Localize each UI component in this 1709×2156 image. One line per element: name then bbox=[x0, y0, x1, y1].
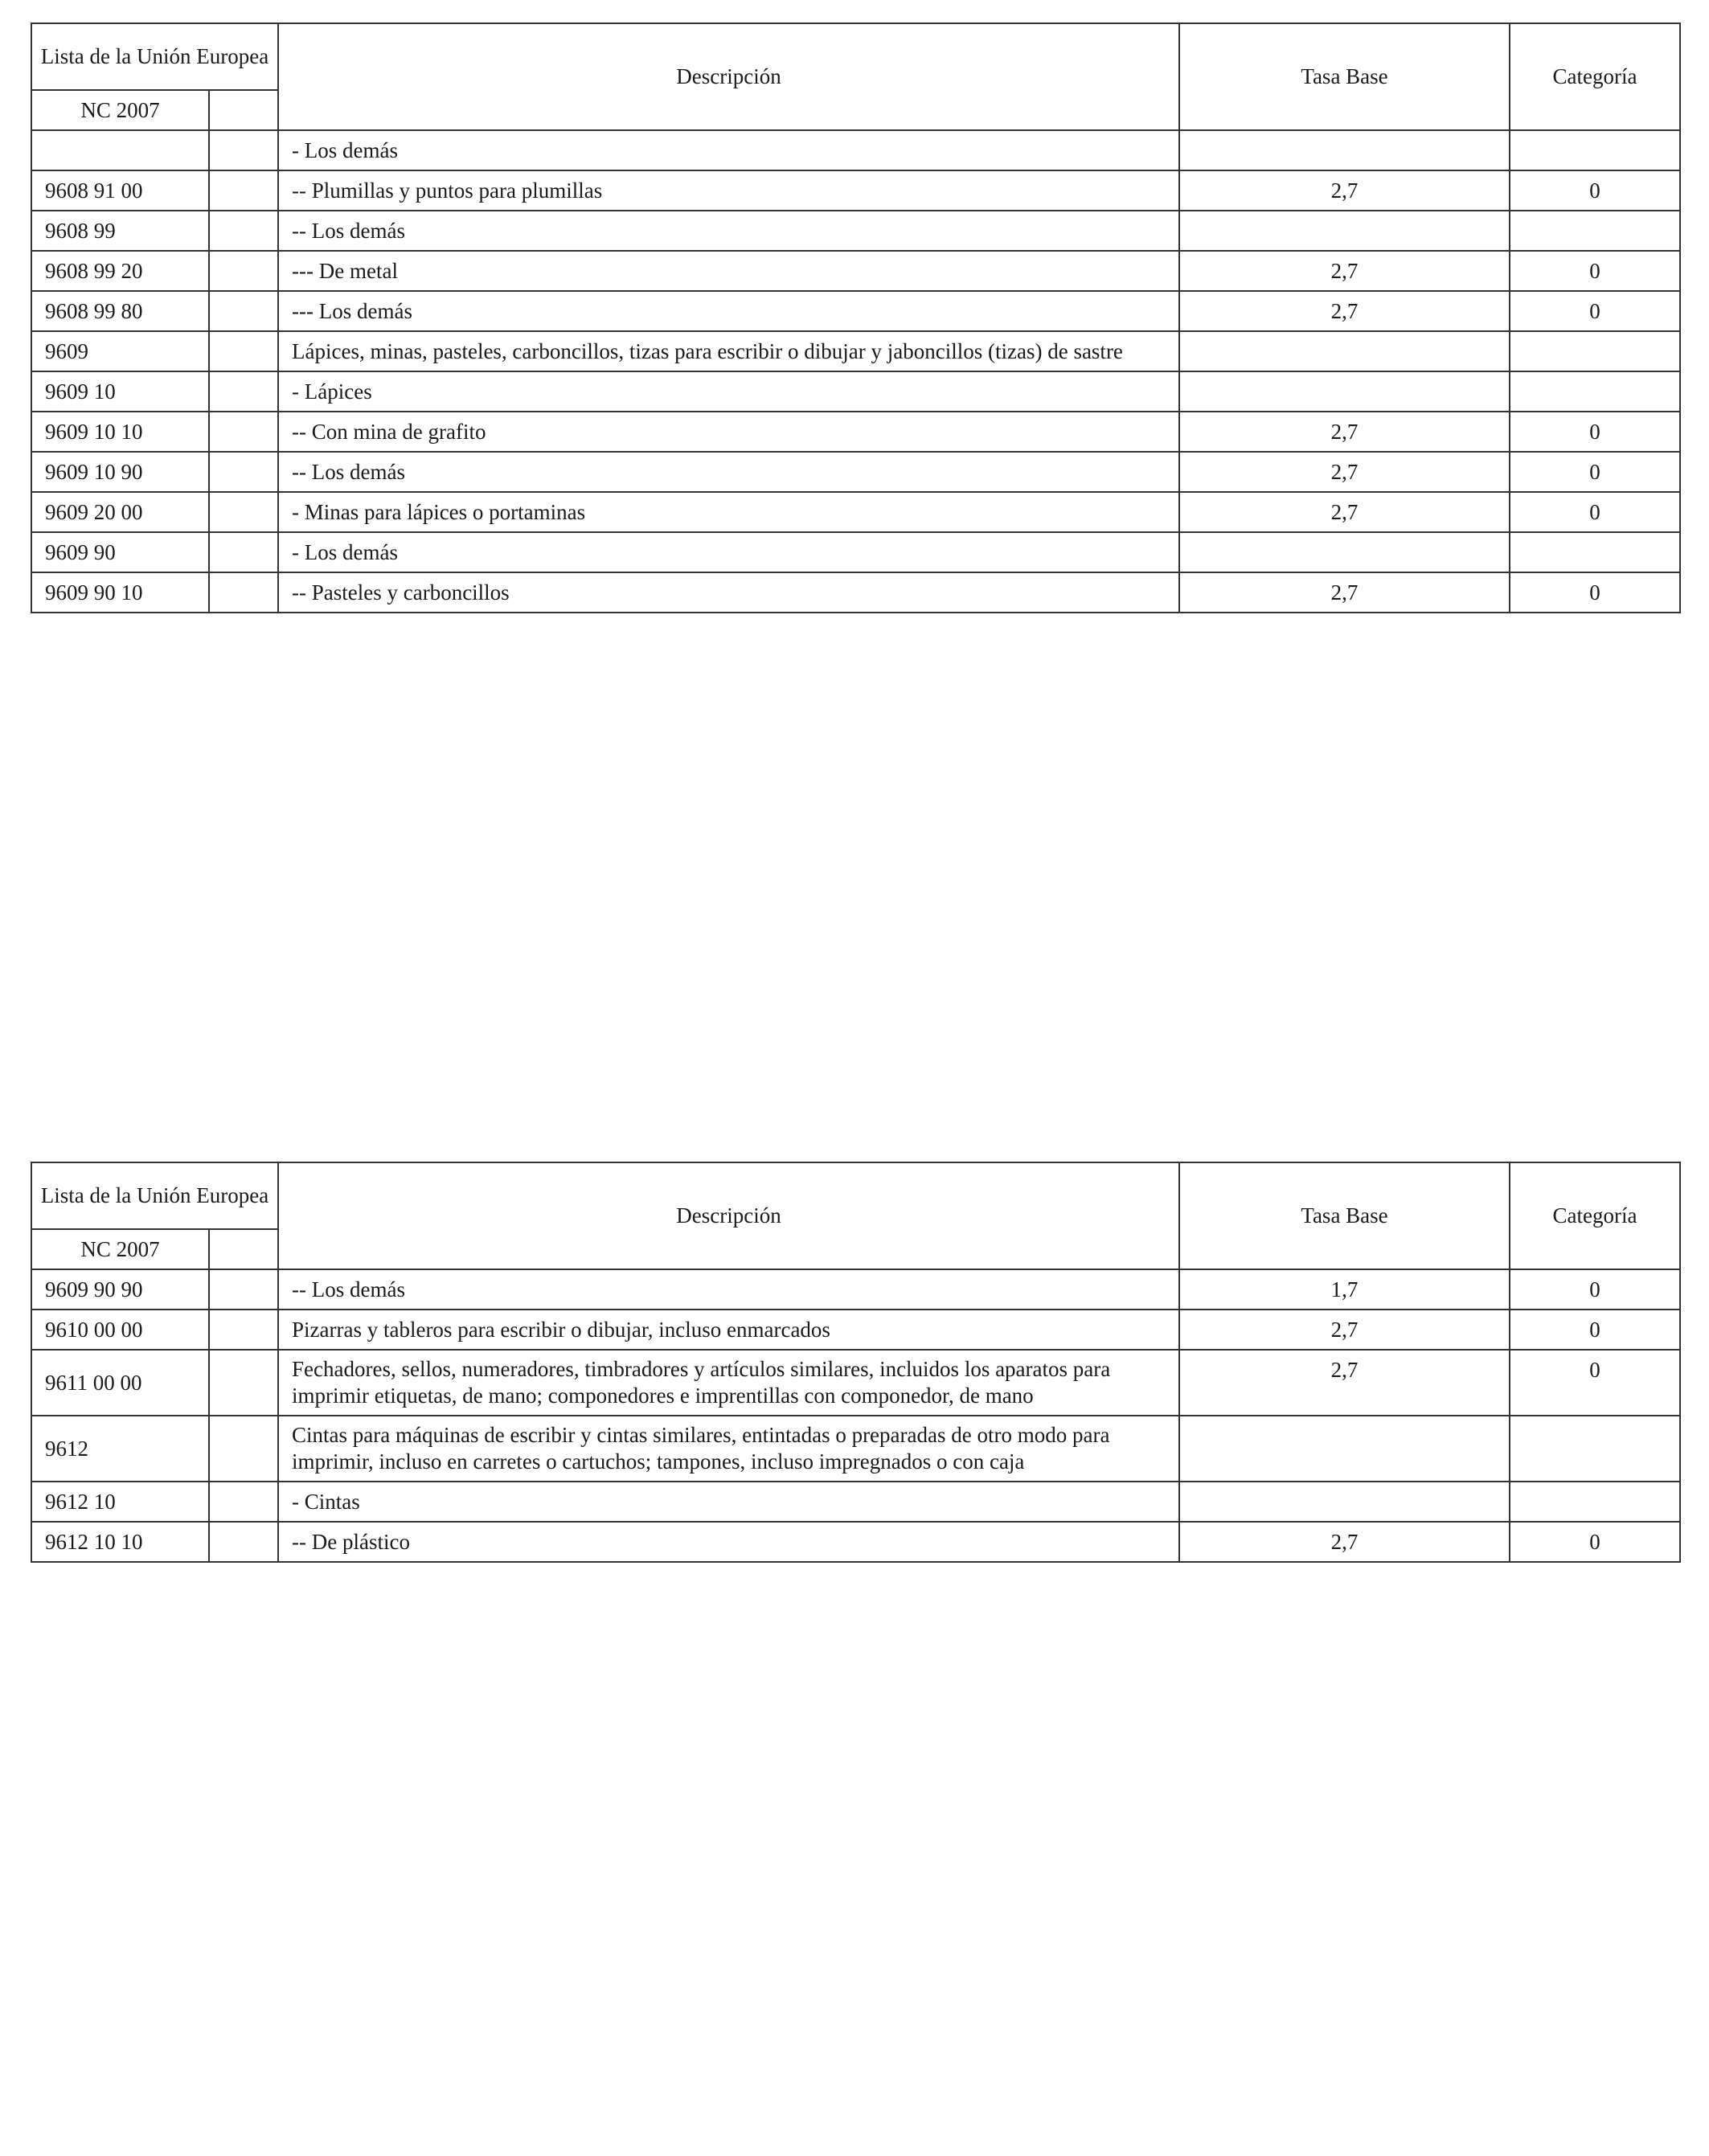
blank-cell bbox=[209, 492, 278, 532]
categoria-cell: 0 bbox=[1510, 412, 1680, 452]
table-row bbox=[31, 532, 1680, 572]
table-row bbox=[31, 1310, 1680, 1350]
code-cell: 9612 10 bbox=[31, 1482, 209, 1522]
table-row bbox=[31, 1269, 1680, 1310]
header-nc-2007: NC 2007 bbox=[31, 90, 209, 130]
tasa-cell: 2,7 bbox=[1179, 452, 1510, 492]
categoria-cell: 0 bbox=[1510, 1310, 1680, 1350]
categoria-cell: 0 bbox=[1510, 1269, 1680, 1310]
tasa-cell bbox=[1179, 1416, 1510, 1482]
tasa-cell: 2,7 bbox=[1179, 251, 1510, 291]
header-lista-ue: Lista de la Unión Europea bbox=[31, 1162, 278, 1229]
tasa-cell: 2,7 bbox=[1179, 572, 1510, 613]
description-cell: Cintas para máquinas de escribir y cintas similares, entintadas o preparadas de otro modo para imprimir, incluso en carretes o cartuchos; tampones, incluso impregnados o con caja bbox=[278, 1416, 1179, 1482]
tasa-cell: 2,7 bbox=[1179, 1310, 1510, 1350]
table-row bbox=[31, 211, 1680, 251]
blank-cell bbox=[209, 1269, 278, 1310]
blank-cell bbox=[209, 1416, 278, 1482]
description-cell: -- Los demás bbox=[278, 1269, 1179, 1310]
description-cell: Lápices, minas, pasteles, carboncillos, tizas para escribir o dibujar y jaboncillos (tizas) de sastre bbox=[278, 331, 1179, 371]
categoria-cell: 0 bbox=[1510, 291, 1680, 331]
categoria-cell bbox=[1510, 1482, 1680, 1522]
tasa-cell bbox=[1179, 130, 1510, 170]
header-categoria: Categoría bbox=[1510, 1162, 1680, 1269]
tariff-table-2 bbox=[31, 1162, 1681, 1563]
code-cell: 9611 00 00 bbox=[31, 1350, 209, 1416]
table-header-row bbox=[31, 1162, 1680, 1229]
description-cell: -- Los demás bbox=[278, 452, 1179, 492]
categoria-cell: 0 bbox=[1510, 572, 1680, 613]
header-descripcion: Descripción bbox=[278, 1162, 1179, 1269]
table-row bbox=[31, 251, 1680, 291]
description-cell: - Lápices bbox=[278, 371, 1179, 412]
header-blank-cell bbox=[209, 90, 278, 130]
blank-cell bbox=[209, 211, 278, 251]
tariff-table-1 bbox=[31, 23, 1681, 613]
categoria-cell bbox=[1510, 371, 1680, 412]
blank-cell bbox=[209, 1482, 278, 1522]
categoria-cell: 0 bbox=[1510, 251, 1680, 291]
description-cell: - Minas para lápices o portaminas bbox=[278, 492, 1179, 532]
blank-cell bbox=[209, 251, 278, 291]
code-cell: 9609 10 90 bbox=[31, 452, 209, 492]
categoria-cell: 0 bbox=[1510, 1522, 1680, 1562]
code-cell: 9609 10 10 bbox=[31, 412, 209, 452]
description-cell: Fechadores, sellos, numeradores, timbradores y artículos similares, incluidos los aparatos para imprimir etiquetas, de mano; componedores e imprentillas con componedor, de mano bbox=[278, 1350, 1179, 1416]
blank-cell bbox=[209, 452, 278, 492]
tasa-cell bbox=[1179, 371, 1510, 412]
header-tasa-base: Tasa Base bbox=[1179, 23, 1510, 130]
tasa-cell: 2,7 bbox=[1179, 1350, 1510, 1416]
code-cell: 9608 91 00 bbox=[31, 170, 209, 211]
blank-cell bbox=[209, 291, 278, 331]
blank-cell bbox=[209, 1522, 278, 1562]
categoria-cell: 0 bbox=[1510, 492, 1680, 532]
header-categoria: Categoría bbox=[1510, 23, 1680, 130]
tasa-cell: 2,7 bbox=[1179, 492, 1510, 532]
header-blank-cell bbox=[209, 1229, 278, 1269]
blank-cell bbox=[209, 331, 278, 371]
tasa-cell: 2,7 bbox=[1179, 291, 1510, 331]
table-row bbox=[31, 130, 1680, 170]
tasa-cell: 2,7 bbox=[1179, 170, 1510, 211]
code-cell: 9609 20 00 bbox=[31, 492, 209, 532]
code-cell: 9609 bbox=[31, 331, 209, 371]
description-cell: -- Los demás bbox=[278, 211, 1179, 251]
table-row bbox=[31, 1522, 1680, 1562]
table-row bbox=[31, 371, 1680, 412]
table-row bbox=[31, 291, 1680, 331]
tasa-cell: 2,7 bbox=[1179, 1522, 1510, 1562]
description-cell: --- Los demás bbox=[278, 291, 1179, 331]
tasa-cell bbox=[1179, 211, 1510, 251]
table-row bbox=[31, 331, 1680, 371]
description-cell: -- Con mina de grafito bbox=[278, 412, 1179, 452]
table-row bbox=[31, 412, 1680, 452]
table-row bbox=[31, 452, 1680, 492]
description-cell: - Los demás bbox=[278, 532, 1179, 572]
blank-cell bbox=[209, 572, 278, 613]
header-lista-ue: Lista de la Unión Europea bbox=[31, 23, 278, 90]
description-cell: -- Pasteles y carboncillos bbox=[278, 572, 1179, 613]
table-row bbox=[31, 492, 1680, 532]
description-cell: - Cintas bbox=[278, 1482, 1179, 1522]
table-row bbox=[31, 1350, 1680, 1416]
tasa-cell bbox=[1179, 331, 1510, 371]
blank-cell bbox=[209, 371, 278, 412]
blank-cell bbox=[209, 412, 278, 452]
code-cell bbox=[31, 130, 209, 170]
blank-cell bbox=[209, 1350, 278, 1416]
header-nc-2007: NC 2007 bbox=[31, 1229, 209, 1269]
table-row bbox=[31, 1416, 1680, 1482]
code-cell: 9612 10 10 bbox=[31, 1522, 209, 1562]
description-cell: -- Plumillas y puntos para plumillas bbox=[278, 170, 1179, 211]
code-cell: 9608 99 80 bbox=[31, 291, 209, 331]
categoria-cell: 0 bbox=[1510, 452, 1680, 492]
code-cell: 9609 90 10 bbox=[31, 572, 209, 613]
code-cell: 9609 10 bbox=[31, 371, 209, 412]
description-cell: --- De metal bbox=[278, 251, 1179, 291]
code-cell: 9610 00 00 bbox=[31, 1310, 209, 1350]
code-cell: 9608 99 20 bbox=[31, 251, 209, 291]
blank-cell bbox=[209, 170, 278, 211]
table-row bbox=[31, 572, 1680, 613]
categoria-cell bbox=[1510, 130, 1680, 170]
code-cell: 9609 90 90 bbox=[31, 1269, 209, 1310]
tasa-cell: 2,7 bbox=[1179, 412, 1510, 452]
tasa-cell bbox=[1179, 532, 1510, 572]
description-cell: - Los demás bbox=[278, 130, 1179, 170]
categoria-cell bbox=[1510, 1416, 1680, 1482]
categoria-cell bbox=[1510, 532, 1680, 572]
tasa-cell bbox=[1179, 1482, 1510, 1522]
table-row bbox=[31, 1482, 1680, 1522]
blank-cell bbox=[209, 1310, 278, 1350]
categoria-cell bbox=[1510, 331, 1680, 371]
table-row bbox=[31, 170, 1680, 211]
description-cell: Pizarras y tableros para escribir o dibujar, incluso enmarcados bbox=[278, 1310, 1179, 1350]
table-header-row bbox=[31, 23, 1680, 90]
description-cell: -- De plástico bbox=[278, 1522, 1179, 1562]
code-cell: 9608 99 bbox=[31, 211, 209, 251]
categoria-cell: 0 bbox=[1510, 1350, 1680, 1416]
blank-cell bbox=[209, 532, 278, 572]
header-descripcion: Descripción bbox=[278, 23, 1179, 130]
tasa-cell: 1,7 bbox=[1179, 1269, 1510, 1310]
categoria-cell: 0 bbox=[1510, 170, 1680, 211]
categoria-cell bbox=[1510, 211, 1680, 251]
header-tasa-base: Tasa Base bbox=[1179, 1162, 1510, 1269]
code-cell: 9609 90 bbox=[31, 532, 209, 572]
code-cell: 9612 bbox=[31, 1416, 209, 1482]
blank-cell bbox=[209, 130, 278, 170]
